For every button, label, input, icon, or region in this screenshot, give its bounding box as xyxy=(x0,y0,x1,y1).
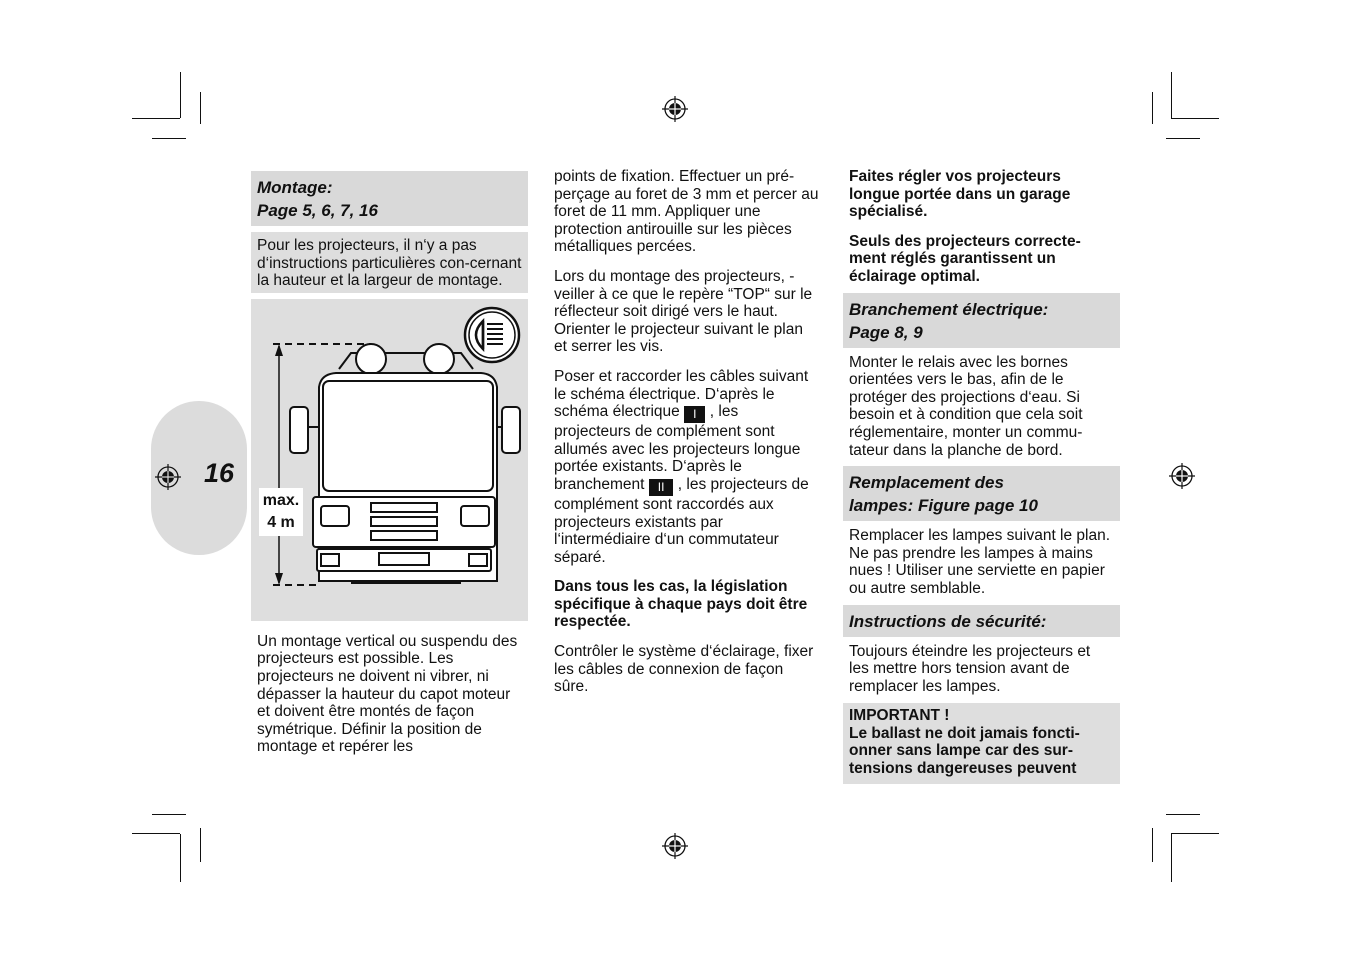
mounting-paragraph: Un montage vertical ou suspendu des projecteurs est possible. Les projecteurs ne doivent ni vibrer, ni dépasser la hauteur du capot moteur et doivent être montés de façon symétrique. Définir la position de montage et repérer les xyxy=(257,632,518,756)
registration-mark-icon xyxy=(661,95,689,123)
column-2 xyxy=(548,168,825,696)
paragraph: Remplacer les lampes suivant le plan. Ne pas prendre les lampes à mains nues ! Utiliser une serviette en papier ou autre semblable. xyxy=(849,527,1111,597)
section-heading-montage: Montage: Page 5, 6, 7, 16 xyxy=(251,171,528,226)
important-box: IMPORTANT ! Le ballast ne doit jamais foncti-onner sans lampe car des sur-tensions dangereuses peuvent xyxy=(843,703,1120,783)
registration-mark-icon xyxy=(154,463,182,491)
page-number: 16 xyxy=(204,458,235,488)
paragraph: Lors du montage des projecteurs, - veiller à ce que le repère “TOP“ sur le réflecteur soit dirigé vers le haut. Orienter le projecteur suivant le plan et serrer les vis. xyxy=(554,267,813,356)
registration-mark-icon xyxy=(661,832,689,860)
intro-paragraph: Pour les projecteurs, il n‘y a pas d‘instructions particulières con-cernant la hauteur et la largeur de montage. xyxy=(251,232,528,293)
column-3 xyxy=(843,168,1120,784)
paragraph: points de fixation. Effectuer un pré-perçage au foret de 3 mm et percer au foret de 11 mm. Appliquer une protection antirouille sur les pièces métalliques percées. xyxy=(554,168,819,256)
bold-note: Seuls des projecteurs correcte-ment réglés garantissent un éclairage optimal. xyxy=(849,232,1081,285)
paragraph: Toujours éteindre les projecteurs et les mettre hors tension avant de remplacer les lampes. xyxy=(849,642,1091,695)
wiring-paragraph: Poser et raccorder les câbles suivant le schéma électrique. D‘après le schéma électrique I , les projecteurs de complément sont allumés avec les projecteurs longue portée existants. D‘après le branchement II , les projecteurs de complément sont raccordés aux projecteurs existants par l‘intermédiaire d‘un commutateur séparé. xyxy=(554,367,809,566)
paragraph: Contrôler le système d‘éclairage, fixer les câbles de connexion de façon sûre. xyxy=(554,643,814,696)
height-label: max. 4 m xyxy=(259,488,303,536)
diagram-ii-badge: II xyxy=(649,479,674,496)
registration-mark-icon xyxy=(1168,462,1196,490)
headlamp-symbol-icon xyxy=(465,308,519,362)
column-1 xyxy=(251,171,528,756)
paragraph: Monter le relais avec les bornes orientées vers le bas, afin de le protéger des projections d‘eau. Si besoin et à condition que cela soit réglementaire, monter un commu-tateur dans la planche de bord. xyxy=(849,353,1083,459)
diagram-i-badge: I xyxy=(684,406,705,423)
truck-figure xyxy=(251,299,528,621)
truck-illustration xyxy=(251,299,528,621)
bold-note: Faites régler vos projecteurs longue portée dans un garage spécialisé. xyxy=(849,168,1071,221)
section-heading-remplacement: Remplacement des lampes: Figure page 10 xyxy=(843,466,1120,521)
section-heading-securite: Instructions de sécurité: xyxy=(843,605,1120,637)
section-heading-branchement: Branchement électrique: Page 8, 9 xyxy=(843,293,1120,348)
truck-front xyxy=(290,344,520,583)
legislation-note: Dans tous les cas, la législation spécifique à chaque pays doit être respectée. xyxy=(554,578,808,631)
